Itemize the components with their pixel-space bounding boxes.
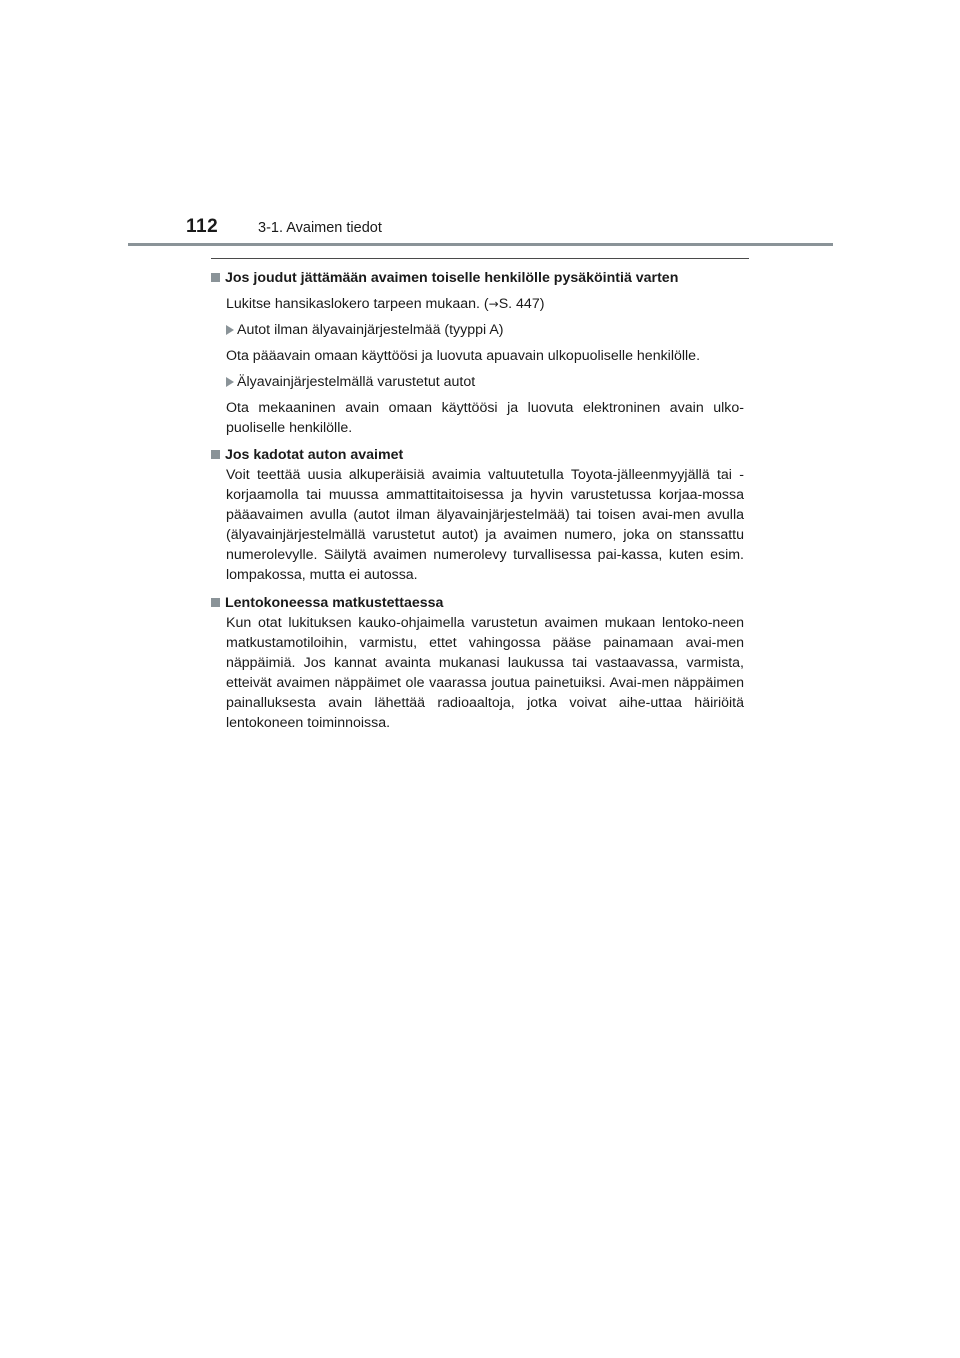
content-top-rule [211, 258, 749, 259]
triangle-bullet-icon [226, 377, 234, 387]
header-rule [128, 243, 833, 246]
square-bullet-icon [211, 598, 220, 607]
heading-airplane [211, 593, 744, 613]
paragraph-glovebox [226, 294, 744, 314]
triangle-bullet-icon [226, 325, 234, 335]
reference-arrow-icon: → [488, 297, 499, 311]
paragraph-smart-key: Ota mekaaninen avain omaan käyttöösi ja luovuta elektroninen avain ulko-puoliselle henkilölle. [226, 400, 744, 436]
page-content [211, 268, 744, 733]
paragraph-airplane: Kun otat lukituksen kauko-ohjaimella varustetun avaimen mukaan lentoko-neen matkustamotiloihin, varmistu, ettet vahingossa pääse painamaan avai-men näppäimiä. Jos kannat avainta mukanasi laukussa tai vastaavassa, varmista, etteivät avaimen näppäimet ole vaarassa joutua painetuiksi. Avai-men näppäimen painalluksesta avain lähettää radioaaltoja, jotka voivat aihe-uttaa häiriöitä lentokoneen toiminnoissa. [226, 615, 744, 731]
page-number: 112 [186, 216, 219, 237]
subheading-type-a-text: Autot ilman älyavainjärjestelmää (tyyppi A) [237, 322, 504, 338]
square-bullet-icon [211, 273, 220, 282]
heading-airplane-text: Lentokoneessa matkustettaessa [225, 595, 444, 611]
heading-lost-keys [211, 445, 744, 465]
subheading-type-a [226, 320, 744, 340]
paragraph-glovebox-text: Lukitse hansikaslokero tarpeen mukaan. ( [226, 296, 489, 312]
section-title: 3-1. Avaimen tiedot [258, 220, 382, 236]
paragraph-lost-keys: Voit teettää uusia alkuperäisiä avaimia valtuutetulla Toyota-jälleenmyyjällä tai -korjaamolla tai muussa ammattitaitoisessa ja hyvin varustetussa korjaa-mossa pääavaimen avulla (autot ilman älyavainjärjestelmää) tai toisen avai-men avulla (älyavainjärjestelmällä varustetut autot) ja avaimen numero, joka on stanssattu numerolevylle. Säilytä avaimen numerolevy turvallisessa pai-kassa, kuten esim. lompakossa, mutta ei autossa. [226, 467, 744, 583]
subheading-smart-key-text: Älyavainjärjestelmällä varustetut autot [237, 374, 476, 390]
square-bullet-icon [211, 450, 220, 459]
heading-parking-text: Jos joudut jättämään avaimen toiselle henkilölle pysäköintiä varten [225, 270, 679, 286]
subheading-smart-key [226, 372, 744, 392]
page-reference: S. 447) [498, 296, 545, 312]
paragraph-type-a: Ota pääavain omaan käyttöösi ja luovuta apuavain ulkopuoliselle henkilölle. [226, 348, 701, 364]
heading-lost-keys-text: Jos kadotat auton avaimet [225, 447, 404, 463]
heading-parking [211, 268, 744, 288]
